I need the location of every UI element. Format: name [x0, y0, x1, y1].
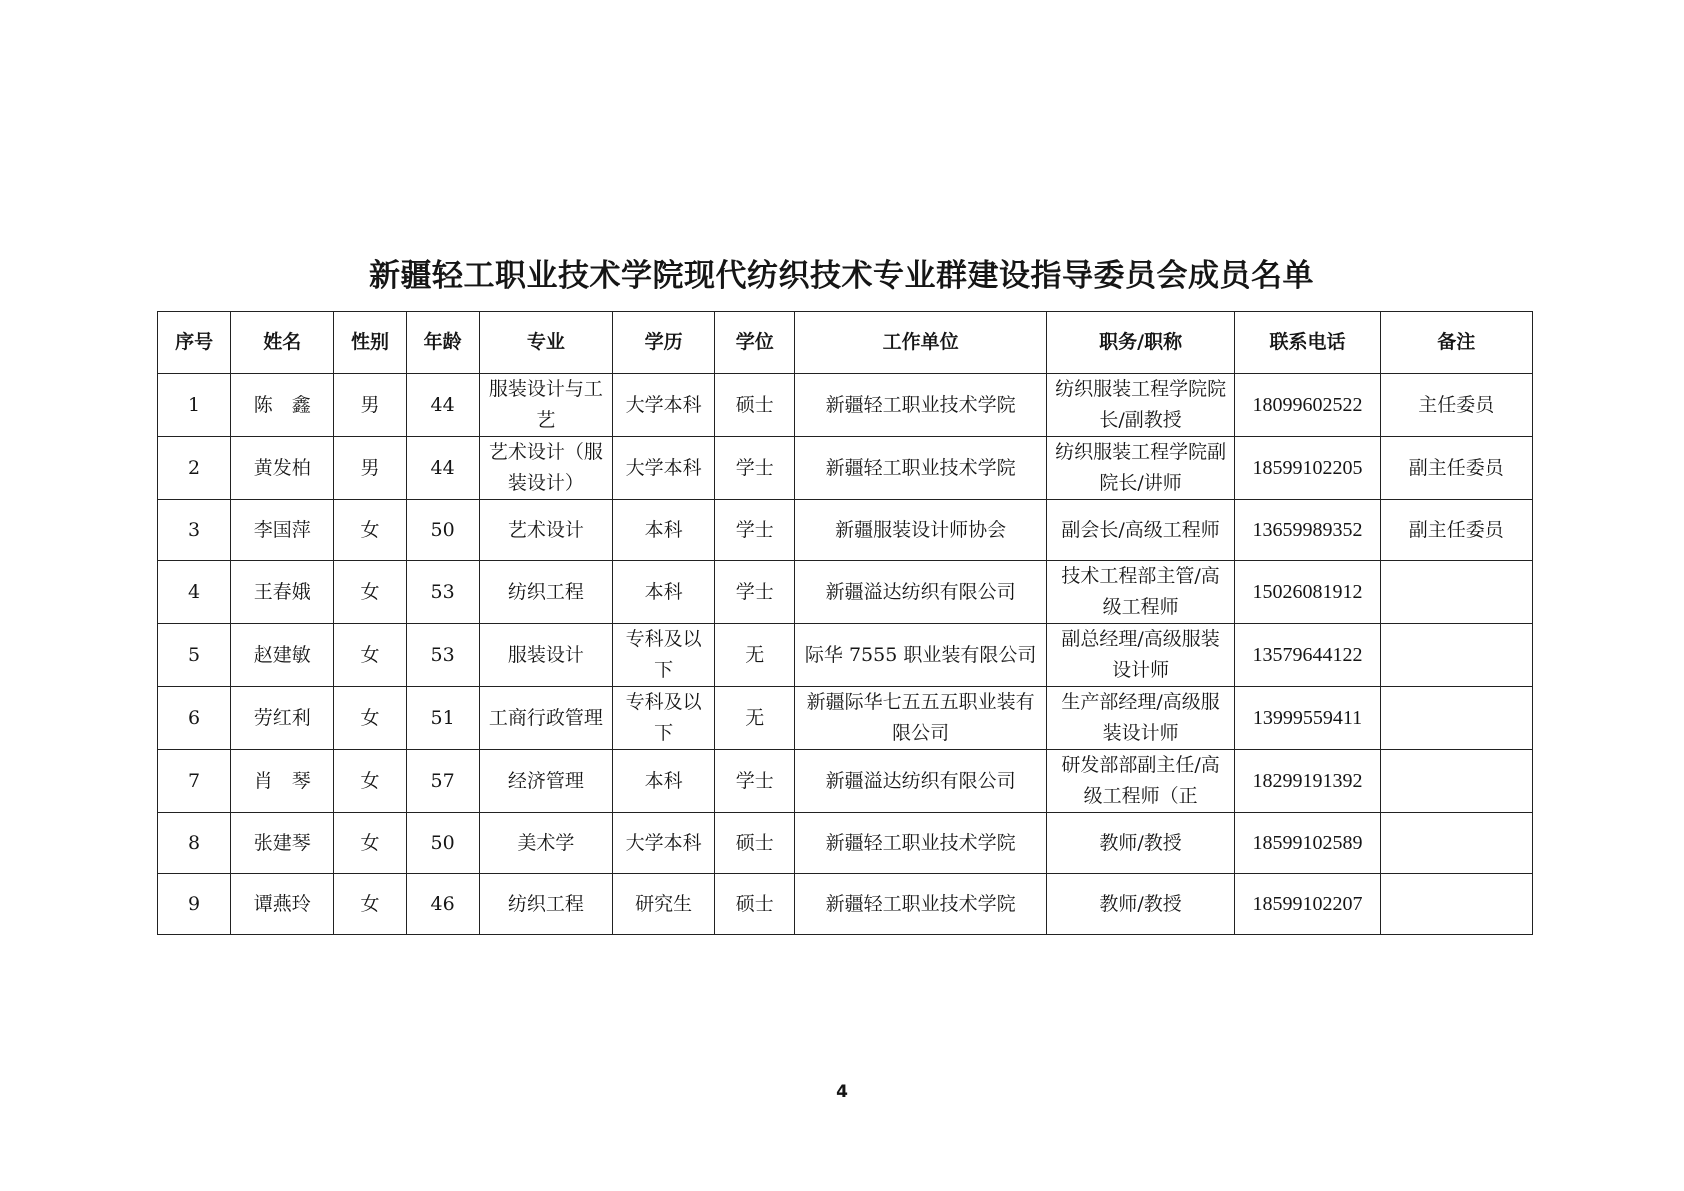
- cell-index: 3: [158, 500, 231, 561]
- cell-degree: 硕士: [715, 374, 795, 437]
- cell-age: 44: [406, 437, 479, 500]
- cell-phone: 18599102207: [1235, 874, 1380, 935]
- cell-education: 研究生: [612, 874, 714, 935]
- cell-phone: 13659989352: [1235, 500, 1380, 561]
- cell-degree: 学士: [715, 500, 795, 561]
- cell-position: 研发部部副主任/高级工程师（正: [1046, 750, 1234, 813]
- page-number: 4: [836, 1082, 848, 1102]
- cell-remark: 主任委员: [1380, 374, 1532, 437]
- cell-name: 王春娥: [231, 561, 334, 624]
- cell-gender: 女: [334, 874, 406, 935]
- cell-major: 艺术设计: [479, 500, 612, 561]
- column-header-education: 学历: [612, 312, 714, 374]
- table-row: [158, 750, 1533, 813]
- document-title: 新疆轻工职业技术学院现代纺织技术专业群建设指导委员会成员名单: [369, 258, 1314, 294]
- cell-education: 本科: [612, 500, 714, 561]
- cell-remark: [1380, 813, 1532, 874]
- cell-remark: 副主任委员: [1380, 500, 1532, 561]
- table-body: [158, 374, 1533, 935]
- cell-name: 劳红利: [231, 687, 334, 750]
- cell-index: 5: [158, 624, 231, 687]
- cell-name: 李国萍: [231, 500, 334, 561]
- cell-position: 副会长/高级工程师: [1046, 500, 1234, 561]
- cell-major: 纺织工程: [479, 874, 612, 935]
- cell-major: 纺织工程: [479, 561, 612, 624]
- cell-employer: 际华 7555 职业装有限公司: [795, 624, 1047, 687]
- cell-name: 陈 鑫: [231, 374, 334, 437]
- cell-education: 专科及以下: [612, 624, 714, 687]
- cell-employer: 新疆溢达纺织有限公司: [795, 561, 1047, 624]
- cell-employer: 新疆际华七五五五职业装有限公司: [795, 687, 1047, 750]
- column-header-major: 专业: [479, 312, 612, 374]
- cell-employer: 新疆溢达纺织有限公司: [795, 750, 1047, 813]
- cell-major: 服装设计: [479, 624, 612, 687]
- cell-degree: 学士: [715, 437, 795, 500]
- column-header-name: 姓名: [231, 312, 334, 374]
- cell-major: 工商行政管理: [479, 687, 612, 750]
- cell-remark: [1380, 750, 1532, 813]
- cell-gender: 女: [334, 561, 406, 624]
- cell-gender: 男: [334, 374, 406, 437]
- cell-degree: 无: [715, 687, 795, 750]
- cell-name: 赵建敏: [231, 624, 334, 687]
- table-row: [158, 624, 1533, 687]
- cell-name: 肖 琴: [231, 750, 334, 813]
- cell-index: 4: [158, 561, 231, 624]
- column-header-phone: 联系电话: [1235, 312, 1380, 374]
- column-header-remark: 备注: [1380, 312, 1532, 374]
- cell-age: 51: [406, 687, 479, 750]
- column-header-employer: 工作单位: [795, 312, 1047, 374]
- cell-index: 7: [158, 750, 231, 813]
- cell-index: 2: [158, 437, 231, 500]
- column-header-degree: 学位: [715, 312, 795, 374]
- cell-name: 谭燕玲: [231, 874, 334, 935]
- table-row: [158, 500, 1533, 561]
- cell-gender: 男: [334, 437, 406, 500]
- cell-age: 53: [406, 561, 479, 624]
- cell-gender: 女: [334, 687, 406, 750]
- cell-degree: 硕士: [715, 874, 795, 935]
- cell-position: 纺织服装工程学院院长/副教授: [1046, 374, 1234, 437]
- column-header-gender: 性别: [334, 312, 406, 374]
- cell-age: 50: [406, 813, 479, 874]
- cell-degree: 硕士: [715, 813, 795, 874]
- cell-phone: 15026081912: [1235, 561, 1380, 624]
- cell-remark: 副主任委员: [1380, 437, 1532, 500]
- column-header-position: 职务/职称: [1046, 312, 1234, 374]
- cell-age: 44: [406, 374, 479, 437]
- cell-index: 6: [158, 687, 231, 750]
- table-header-row: [158, 312, 1533, 374]
- table-row: [158, 561, 1533, 624]
- cell-age: 57: [406, 750, 479, 813]
- cell-age: 46: [406, 874, 479, 935]
- cell-education: 大学本科: [612, 437, 714, 500]
- cell-major: 艺术设计（服装设计）: [479, 437, 612, 500]
- cell-major: 美术学: [479, 813, 612, 874]
- cell-education: 本科: [612, 750, 714, 813]
- cell-degree: 无: [715, 624, 795, 687]
- committee-member-table: [157, 311, 1533, 935]
- cell-gender: 女: [334, 813, 406, 874]
- cell-employer: 新疆轻工职业技术学院: [795, 813, 1047, 874]
- cell-employer: 新疆轻工职业技术学院: [795, 374, 1047, 437]
- column-header-index: 序号: [158, 312, 231, 374]
- cell-index: 1: [158, 374, 231, 437]
- cell-education: 专科及以下: [612, 687, 714, 750]
- cell-position: 教师/教授: [1046, 813, 1234, 874]
- cell-gender: 女: [334, 500, 406, 561]
- cell-gender: 女: [334, 624, 406, 687]
- cell-phone: 18599102205: [1235, 437, 1380, 500]
- cell-gender: 女: [334, 750, 406, 813]
- cell-index: 8: [158, 813, 231, 874]
- table-row: [158, 374, 1533, 437]
- cell-major: 经济管理: [479, 750, 612, 813]
- cell-position: 生产部经理/高级服装设计师: [1046, 687, 1234, 750]
- cell-name: 张建琴: [231, 813, 334, 874]
- cell-employer: 新疆轻工职业技术学院: [795, 874, 1047, 935]
- cell-major: 服装设计与工艺: [479, 374, 612, 437]
- cell-phone: 18099602522: [1235, 374, 1380, 437]
- cell-degree: 学士: [715, 750, 795, 813]
- table-row: [158, 874, 1533, 935]
- cell-name: 黄发柏: [231, 437, 334, 500]
- cell-position: 技术工程部主管/高级工程师: [1046, 561, 1234, 624]
- cell-phone: 18299191392: [1235, 750, 1380, 813]
- cell-remark: [1380, 561, 1532, 624]
- cell-phone: 13999559411: [1235, 687, 1380, 750]
- table-row: [158, 437, 1533, 500]
- table-row: [158, 687, 1533, 750]
- cell-age: 50: [406, 500, 479, 561]
- cell-position: 纺织服装工程学院副院长/讲师: [1046, 437, 1234, 500]
- cell-education: 大学本科: [612, 813, 714, 874]
- column-header-age: 年龄: [406, 312, 479, 374]
- cell-remark: [1380, 874, 1532, 935]
- cell-position: 副总经理/高级服装设计师: [1046, 624, 1234, 687]
- cell-employer: 新疆服装设计师协会: [795, 500, 1047, 561]
- table-row: [158, 813, 1533, 874]
- cell-phone: 18599102589: [1235, 813, 1380, 874]
- cell-education: 本科: [612, 561, 714, 624]
- cell-remark: [1380, 624, 1532, 687]
- cell-position: 教师/教授: [1046, 874, 1234, 935]
- cell-education: 大学本科: [612, 374, 714, 437]
- cell-degree: 学士: [715, 561, 795, 624]
- cell-remark: [1380, 687, 1532, 750]
- cell-age: 53: [406, 624, 479, 687]
- cell-phone: 13579644122: [1235, 624, 1380, 687]
- cell-index: 9: [158, 874, 231, 935]
- cell-employer: 新疆轻工职业技术学院: [795, 437, 1047, 500]
